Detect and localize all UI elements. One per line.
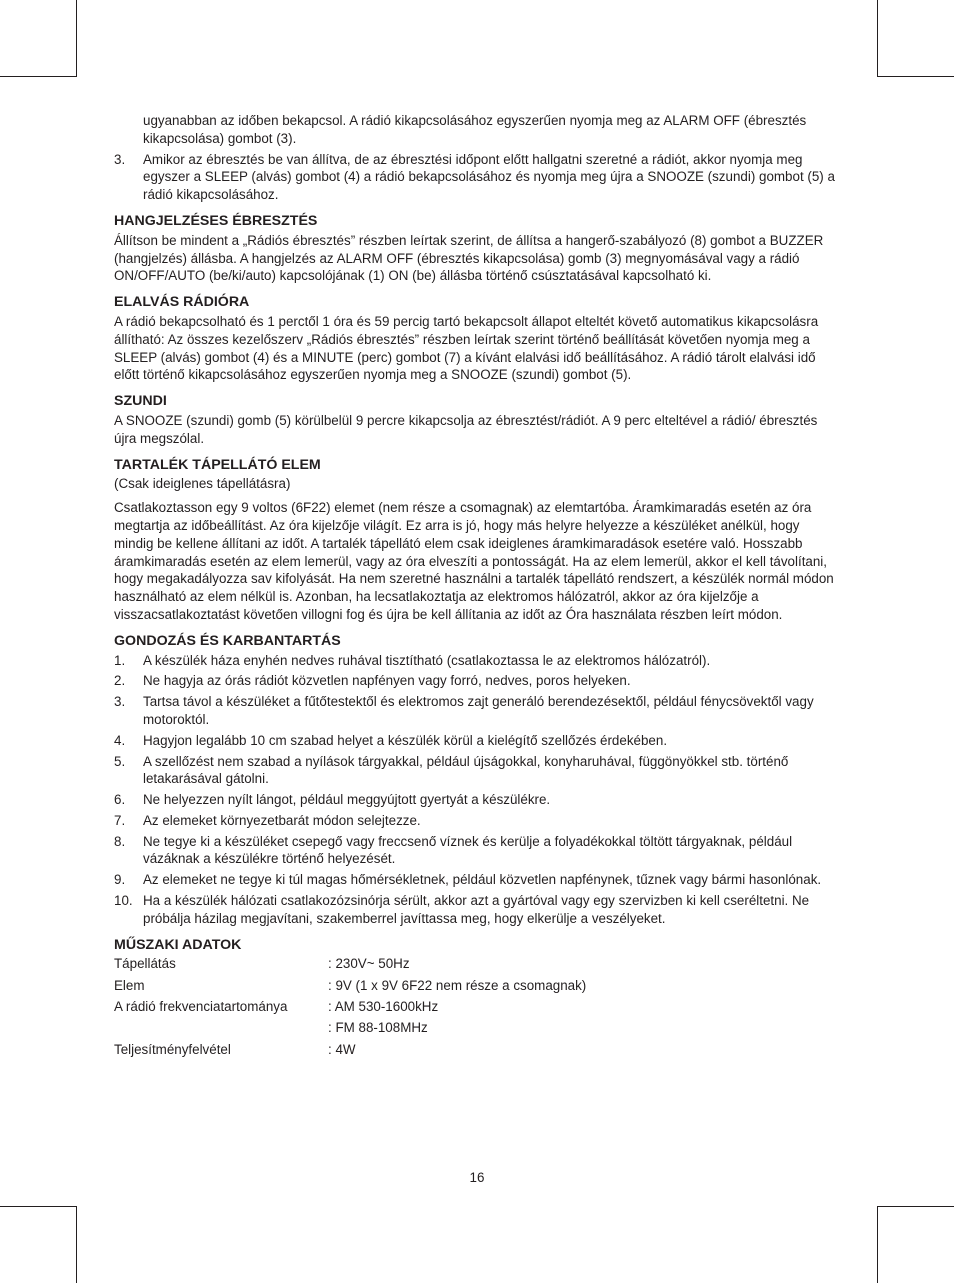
section-text-battery: Csatlakoztasson egy 9 voltos (6F22) elemet (nem része a csomagnak) az elemtartóba. Áramkimaradás esetén az óra megtartja az időbeállítást. Az óra kijelzője világít. Ez arra is jó, hogy más helyre helyezze a készüléket anélkül, hogy mindig be kellene állítani az időt. A tartalék tápellátó elem csak ideiglenes áramkimaradások esetére való. Hosszabb áramkimaradás esetén az elem lemerül, vagy az óra elveszíti a pontosságát. Ha az elem lemerül, akkor el kell távolítani, hogy megakadályozza sav kifolyását. Ha nem szeretné használni a tartalék tápellátó rendszert, a készülék normál módon használható az elem nélkül is. Azonban, ha lecsatlakoztatja az elektromos hálózatról, akkor az óra kijelzője a visszacsatlakoztatást követően villogni fog és újra be kell állítania az időt az Óra használata részben leírt módon. xyxy=(114,500,834,622)
page-number: 16 xyxy=(469,1170,485,1185)
list-item-number: 9. xyxy=(114,872,126,888)
section-heading-buzzer: HANGJELZÉSES ÉBRESZTÉS xyxy=(114,212,318,229)
spec-value: : 230V~ 50Hz xyxy=(328,956,410,972)
spec-row xyxy=(114,977,842,995)
section-note-battery: (Csak ideiglenes tápellátásra) xyxy=(114,476,291,492)
section-text-sleep: A rádió bekapcsolható és 1 perctől 1 óra és 59 percig tartó bekapcsolt állapot elteltét követő automatikus kikapcsolásra állítható: Az összes kezelőszerv „Rádiós ébresztés” részben leírtak szerint történő beállítását követően nyomja meg a SLEEP (alvás) gombot (4) és a MINUTE (perc) gombot (7) a kívánt elalvási idő beállításához. A rádió tárolt elalvási idő előtt történő kikapcsolásához egyszerűen nyomja meg a SNOOZE (szundi) gombot (5). xyxy=(114,313,819,383)
crop-mark-bottom-right-v xyxy=(877,1206,878,1283)
list-item-number: 5. xyxy=(114,753,126,769)
section-heading-sleep: ELALVÁS RÁDIÓRA xyxy=(114,294,250,311)
list-item-number: 3. xyxy=(114,694,126,710)
list-item-number: 2. xyxy=(114,673,126,689)
spec-row xyxy=(114,955,842,973)
page-content xyxy=(114,112,842,1062)
spec-label: A rádió frekvenciatartománya xyxy=(114,999,288,1015)
section-heading-care: GONDOZÁS ÉS KARBANTARTÁS xyxy=(114,632,341,649)
crop-mark-top-left-v xyxy=(76,0,77,76)
list-item-text: Az elemeket ne tegye ki túl magas hőmérsékletnek, például közvetlen napfénynek, tűznek vagy bármi hasonlónak. xyxy=(143,872,822,888)
list-item-text: A készülék háza enyhén nedves ruhával tisztítható (csatlakoztassa le az elektromos hálózatról). xyxy=(143,652,711,668)
list-item-text: Ne helyezzen nyílt lángot, például meggyújtott gyertyát a készülékre. xyxy=(143,792,551,808)
crop-mark-top-right-h xyxy=(877,76,954,77)
list-item-text: Tartsa távol a készüléket a fűtőtestektől és elektromos zajt generáló berendezésektől, például fénycsövektől vagy motoroktól. xyxy=(143,694,814,727)
spec-label: Tápellátás xyxy=(114,956,176,972)
list-item xyxy=(114,871,842,889)
list-item-text: Ne tegye ki a készüléket csepegő vagy freccsenő víznek és kerülje a folyadékokkal töltött tárgyaknak, például vázáknak a készülékre történő helyezését. xyxy=(143,833,793,867)
list-item-number: 10. xyxy=(114,893,133,909)
crop-mark-bottom-left-v xyxy=(76,1206,77,1283)
crop-mark-top-right-v xyxy=(877,0,878,76)
spec-row xyxy=(114,998,842,1016)
crop-mark-bottom-right-h xyxy=(877,1206,954,1207)
spec-value: : AM 530-1600kHz xyxy=(328,999,439,1015)
list-item-number: 4. xyxy=(114,732,126,748)
list-item-text: A szellőzést nem szabad a nyílások tárgyakkal, például újságokkal, konyharuhával, függönyökkel stb. történő letakarásával gátolni. xyxy=(143,753,789,787)
spec-label: Teljesítményfelvétel xyxy=(114,1041,231,1057)
list-item xyxy=(114,732,842,750)
crop-mark-top-left-h xyxy=(0,76,77,77)
spec-value: : 4W xyxy=(328,1041,356,1057)
list-item-number: 3. xyxy=(114,151,126,167)
list-item xyxy=(114,812,842,830)
list-item xyxy=(114,892,842,928)
spec-label xyxy=(114,1019,328,1037)
list-item-number: 7. xyxy=(114,812,126,828)
spec-value: : 9V (1 x 9V 6F22 nem része a csomagnak) xyxy=(328,977,587,993)
list-item-number: 6. xyxy=(114,792,126,808)
intro-continuation: ugyanabban az időben bekapcsol. A rádió kikapcsolásához egyszerűen nyomja meg az ALARM OFF (ébresztés kikapcsolása) gombot (3). xyxy=(143,113,807,146)
care-list xyxy=(114,652,842,928)
section-text-snooze: A SNOOZE (szundi) gomb (5) körülbelül 9 percre kikapcsolja az ébresztést/rádiót. A 9 perc elteltével a rádió/ ébresztés újra megszólal. xyxy=(114,412,818,446)
list-item xyxy=(114,672,842,690)
list-item xyxy=(114,652,842,670)
list-item-text: Az elemeket környezetbarát módon selejtezze. xyxy=(143,812,421,828)
spec-row xyxy=(114,1019,842,1037)
spec-row xyxy=(114,1041,842,1059)
list-item-number: 1. xyxy=(114,652,126,668)
list-item-text: Ha a készülék hálózati csatlakozózsinórja sérült, akkor azt a gyártóval vagy egy szervizben ki kell cseréltetni. Ne próbálja házilag megjavítani, szakemberrel javíttassa meg, hogy elkerülje a veszélyeket. xyxy=(143,893,810,926)
section-heading-specs: MŰSZAKI ADATOK xyxy=(114,936,242,953)
list-item xyxy=(114,791,842,809)
list-item xyxy=(114,151,842,204)
specs-table xyxy=(114,955,842,1058)
crop-mark-bottom-left-h xyxy=(0,1206,77,1207)
list-item-text: Hagyjon legalább 10 cm szabad helyet a készülék körül a kielégítő szellőzés érdekében. xyxy=(143,732,668,748)
list-item-text: Amikor az ébresztés be van állítva, de az ébresztési időpont előtt hallgatni szeretné a rádiót, akkor nyomja meg egyszer a SLEEP (alvás) gombot (4) a rádió bekapcsolásához és nyomja meg újra a SNOOZE (szundi) gombot (5) a rádió kikapcsolásához. xyxy=(143,151,835,203)
section-heading-snooze: SZUNDI xyxy=(114,393,167,410)
list-item-number: 8. xyxy=(114,833,126,849)
section-text-buzzer: Állítson be mindent a „Rádiós ébresztés” részben leírtak szerint, de állítsa a hangerő-szabályozó (8) gombot a BUZZER (hangjelzés) állásba. A hangjelzés az ALARM OFF (ébresztés kikapcsolása) gomb (3) megnyomásával vagy a rádió ON/OFF/AUTO (be/ki/auto) kapcsolójának (1) ON (be) állásba történő csúsztatásával kapcsolható ki. xyxy=(114,232,824,284)
list-item xyxy=(114,693,842,729)
spec-label: Elem xyxy=(114,977,145,993)
list-item xyxy=(114,753,842,789)
section-heading-battery: TARTALÉK TÁPELLÁTÓ ELEM xyxy=(114,456,321,473)
list-item xyxy=(114,833,842,869)
list-item-text: Ne hagyja az órás rádiót közvetlen napfényen vagy forró, nedves, poros helyeken. xyxy=(143,673,631,689)
spec-value: : FM 88-108MHz xyxy=(328,1020,428,1036)
